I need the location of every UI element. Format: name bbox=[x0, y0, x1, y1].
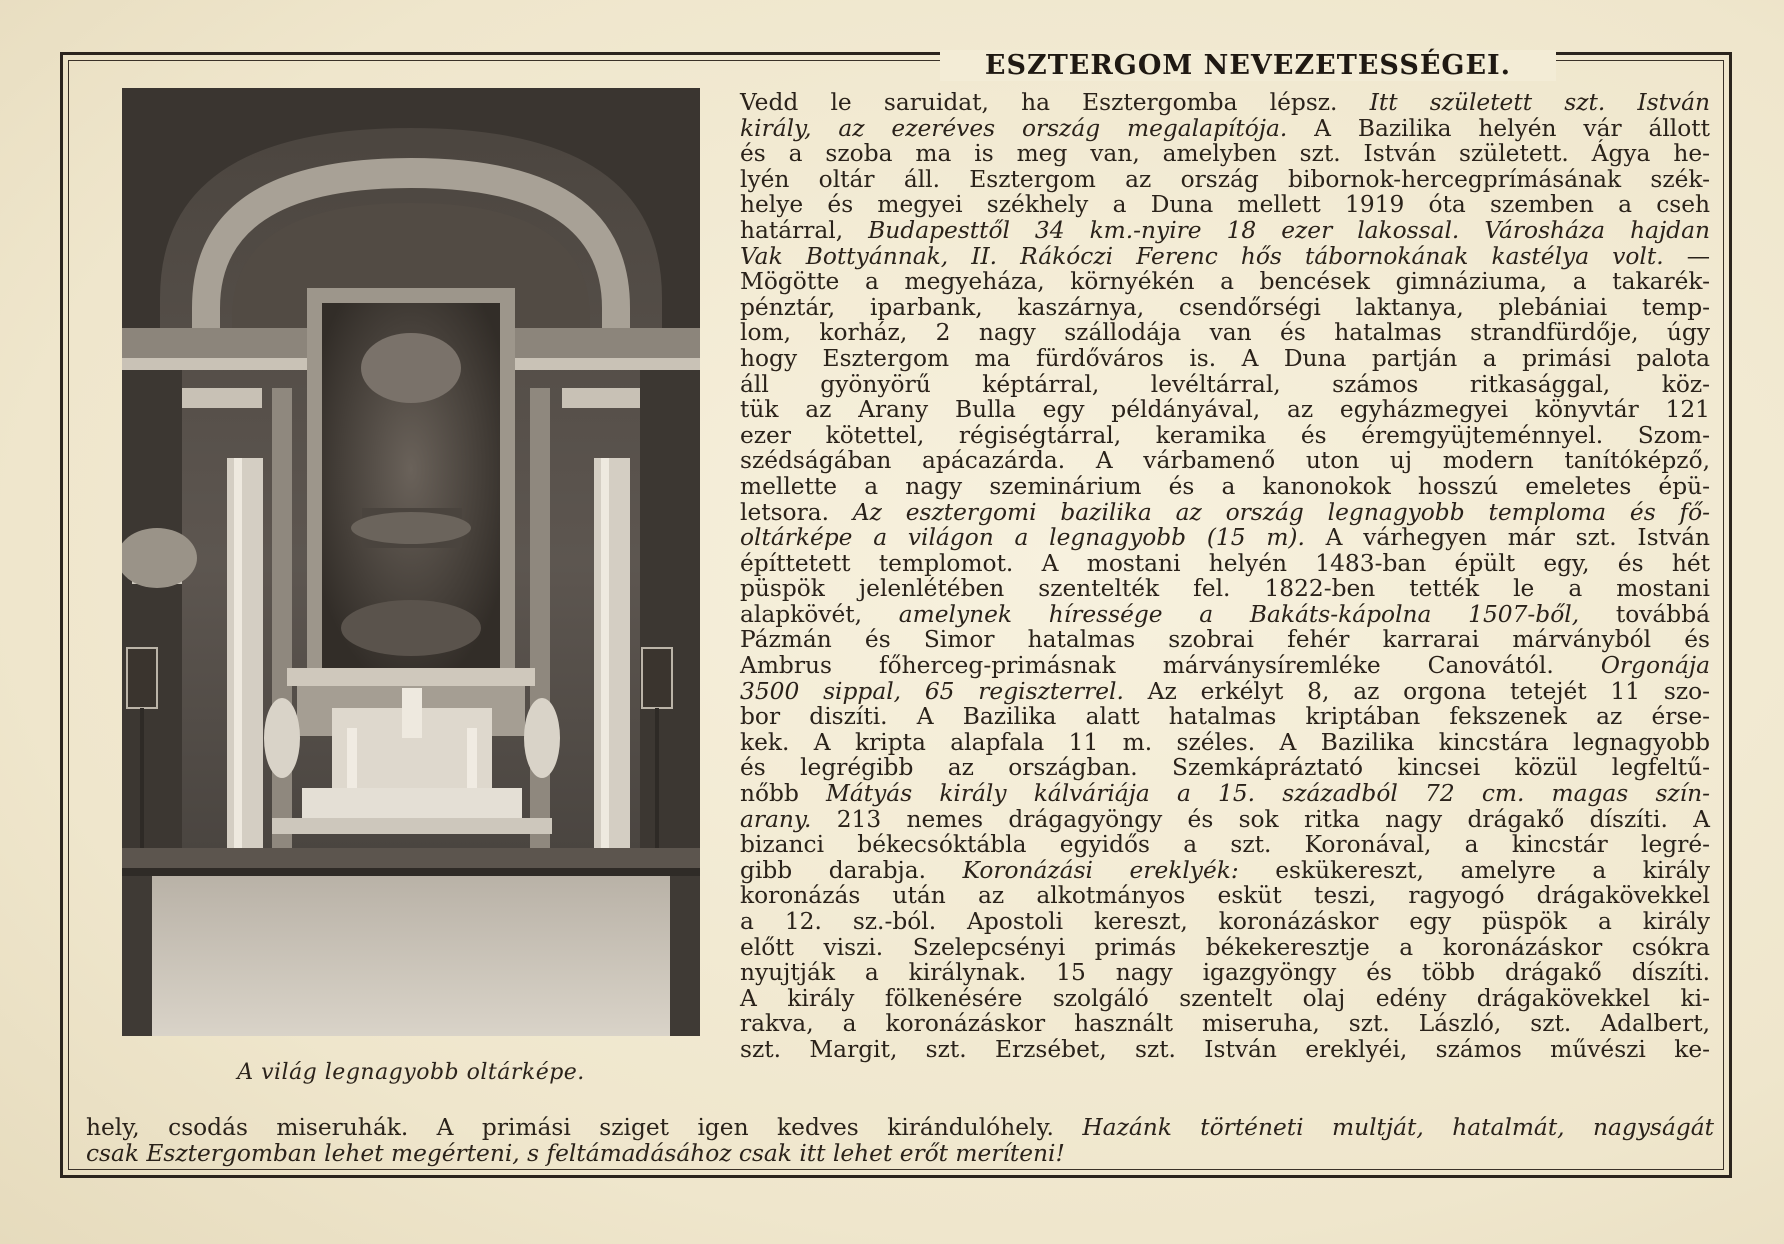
body-line bbox=[740, 1037, 1710, 1063]
text-segment: A Bazilika helyén vár állott bbox=[1287, 114, 1710, 142]
body-line bbox=[740, 1011, 1710, 1037]
body-line bbox=[740, 244, 1710, 270]
text-segment: Ambrus főherceg-primásnak márványsíremléke Canovától. bbox=[740, 652, 1601, 680]
body-line bbox=[740, 525, 1710, 551]
text-segment: alapkövét, bbox=[740, 600, 899, 628]
body-line bbox=[740, 909, 1710, 935]
italic-text: Hazánk történeti multját, hatalmát, nagyságát bbox=[1082, 1114, 1715, 1141]
bottom-line bbox=[86, 1115, 1714, 1141]
body-line bbox=[740, 576, 1710, 602]
italic-text: Az esztergomi bazilika az ország legnagyobb temploma és fő- bbox=[852, 498, 1710, 526]
italic-text: Vak Bottyánnak, II. Rákóczi Ferenc hős tábornokának kastélya volt. bbox=[740, 242, 1664, 270]
text-segment: lom, korház, 2 nagy szállodája van és hatalmas strandfürdője, úgy bbox=[740, 319, 1710, 347]
text-segment: Pázmán és Simor hatalmas szobrai fehér karrarai márványból és bbox=[740, 626, 1710, 654]
text-segment: áll gyönyörű képtárral, levéltárral, számos ritkasággal, köz- bbox=[740, 370, 1710, 398]
body-line bbox=[740, 960, 1710, 986]
body-line bbox=[740, 986, 1710, 1012]
body-line bbox=[740, 448, 1710, 474]
body-line bbox=[740, 116, 1710, 142]
body-line bbox=[740, 346, 1710, 372]
text-segment: hely, csodás miseruhák. A primási sziget igen kedves kirándulóhely. bbox=[86, 1114, 1083, 1141]
text-segment: A király fölkenésére szolgáló szentelt olaj edény drágakövekkel ki- bbox=[740, 984, 1710, 1012]
italic-text: Itt született szt. István bbox=[1369, 89, 1710, 116]
photo-caption: A világ legnagyobb oltárképe. bbox=[237, 1060, 585, 1085]
body-line bbox=[740, 295, 1710, 321]
text-segment: püspök jelenlétében szentelték fel. 1822-ben tették le a mostani bbox=[740, 575, 1710, 603]
italic-text: Budapesttől 34 km.-nyire 18 ezer lakossal. Városháza hajdan bbox=[868, 216, 1710, 244]
text-segment: eskükereszt, amelyre a király bbox=[1238, 856, 1710, 884]
text-segment: ezer kötettel, régiségtárral, keramika és éremgyüjteménnyel. Szom- bbox=[740, 421, 1710, 449]
text-segment: nyujtják a királynak. 15 nagy igazgyöngy és több drágakő díszíti. bbox=[740, 959, 1710, 987]
body-line bbox=[740, 551, 1710, 577]
closing-text bbox=[86, 1115, 1714, 1166]
italic-text: Orgonája bbox=[1600, 652, 1710, 680]
italic-text: király, az ezeréves ország megalapítója. bbox=[740, 114, 1288, 142]
body-line bbox=[740, 372, 1710, 398]
page-title: ESZTERGOM NEVEZETESSÉGEI. bbox=[940, 50, 1556, 81]
body-line bbox=[740, 500, 1710, 526]
body-line bbox=[740, 883, 1710, 909]
body-line bbox=[740, 269, 1710, 295]
body-line bbox=[740, 730, 1710, 756]
text-segment: tük az Arany Bulla egy példányával, az egyházmegyei könyvtár 121 bbox=[740, 396, 1710, 424]
text-segment: építtetett templomot. A mostani helyén 1483-ban épült egy, és hét bbox=[740, 549, 1710, 577]
body-line bbox=[740, 679, 1710, 705]
body-line bbox=[740, 474, 1710, 500]
text-segment: — bbox=[1663, 242, 1711, 270]
italic-text: csak Esztergomban lehet megérteni, s feltámadásához csak itt lehet erőt meríteni! bbox=[86, 1139, 1065, 1167]
body-line bbox=[740, 423, 1710, 449]
body-line bbox=[740, 90, 1710, 116]
text-segment: helye és megyei székhely a Duna mellett 1919 óta szemben a cseh bbox=[740, 191, 1710, 219]
italic-text: Koronázási ereklyék: bbox=[962, 856, 1239, 884]
italic-text: amelynek híressége a Bakáts-kápolna 1507-ből, bbox=[898, 600, 1580, 628]
text-segment: pénztár, iparbank, kaszárnya, csendőrségi laktanya, plebániai temp- bbox=[740, 293, 1710, 321]
text-segment: Vedd le saruidat, ha Esztergomba lépsz. bbox=[740, 89, 1370, 116]
body-line bbox=[740, 807, 1710, 833]
text-segment: előtt viszi. Szelepcsényi primás békekeresztje a koronázáskor csókra bbox=[740, 933, 1710, 961]
italic-text: oltárképe a világon a legnagyobb (15 m). bbox=[740, 524, 1305, 552]
text-segment: nőbb bbox=[740, 780, 827, 808]
body-line bbox=[740, 704, 1710, 730]
text-segment: továbbá bbox=[1579, 600, 1711, 628]
text-segment: és legrégibb az országban. Szemkápráztató kincsei közül legfeltű- bbox=[740, 754, 1710, 782]
body-line bbox=[740, 397, 1710, 423]
text-segment: Az erkélyt 8, az orgona tetejét 11 szo- bbox=[1123, 677, 1710, 705]
italic-text: arany. bbox=[740, 805, 812, 833]
text-segment: kek. A kripta alapfala 11 m. széles. A Bazilika kincstára legnagyobb bbox=[740, 728, 1710, 756]
body-line bbox=[740, 781, 1710, 807]
italic-text: 3500 sippal, 65 regiszterrel. bbox=[740, 677, 1124, 705]
body-line bbox=[740, 602, 1710, 628]
text-segment: szt. Margit, szt. Erzsébet, szt. István ereklyéi, számos művészi ke- bbox=[740, 1035, 1710, 1063]
text-segment: szédságában apácazárda. A várbamenő uton uj modern tanítóképző, bbox=[740, 447, 1710, 475]
text-segment: bizanci békecsóktábla egyidős a szt. Koronával, a kincstár legré- bbox=[740, 831, 1710, 859]
text-segment: hogy Esztergom ma fürdőváros is. A Duna partján a primási palota bbox=[740, 344, 1710, 372]
altar-photo bbox=[122, 88, 700, 1036]
body-text bbox=[740, 90, 1710, 1063]
body-line bbox=[740, 858, 1710, 884]
text-segment: letsora. bbox=[740, 498, 853, 526]
text-segment: Mögötte a megyeháza, környékén a bencések gimnáziuma, a takarék- bbox=[740, 268, 1710, 296]
text-segment: bor diszíti. A Bazilika alatt hatalmas kriptában fekszenek az érse- bbox=[740, 703, 1710, 731]
body-line bbox=[740, 653, 1710, 679]
body-line bbox=[740, 935, 1710, 961]
italic-text: Mátyás király kálváriája a 15. századból 72 cm. magas szín- bbox=[826, 780, 1710, 808]
text-segment: A várhegyen már szt. István bbox=[1304, 524, 1710, 552]
text-segment: koronázás után az alkotmányos esküt teszi, ragyogó drágakövekkel bbox=[740, 882, 1710, 910]
text-segment: gibb darabja. bbox=[740, 856, 963, 884]
body-line bbox=[740, 218, 1710, 244]
body-line bbox=[740, 167, 1710, 193]
text-segment: a 12. sz.-ból. Apostoli kereszt, koronázáskor egy püspök a király bbox=[740, 908, 1710, 935]
text-segment: mellette a nagy szeminárium és a kanonokok hosszú emeletes épü- bbox=[740, 472, 1710, 500]
body-line bbox=[740, 320, 1710, 346]
text-segment: rakva, a koronázáskor használt miseruha, szt. László, szt. Adalbert, bbox=[740, 1010, 1710, 1038]
text-segment: határral, bbox=[740, 216, 869, 244]
text-segment: és a szoba ma is meg van, amelyben szt. István született. Ágya he- bbox=[740, 140, 1710, 168]
bottom-line bbox=[86, 1141, 1714, 1167]
text-segment: lyén oltár áll. Esztergom az ország bibornok-hercegprímásának szék- bbox=[740, 165, 1710, 193]
body-line bbox=[740, 755, 1710, 781]
body-line bbox=[740, 832, 1710, 858]
body-line bbox=[740, 192, 1710, 218]
text-segment: 213 nemes drágagyöngy és sok ritka nagy drágakő díszíti. A bbox=[811, 805, 1710, 833]
body-line bbox=[740, 627, 1710, 653]
body-line bbox=[740, 141, 1710, 167]
